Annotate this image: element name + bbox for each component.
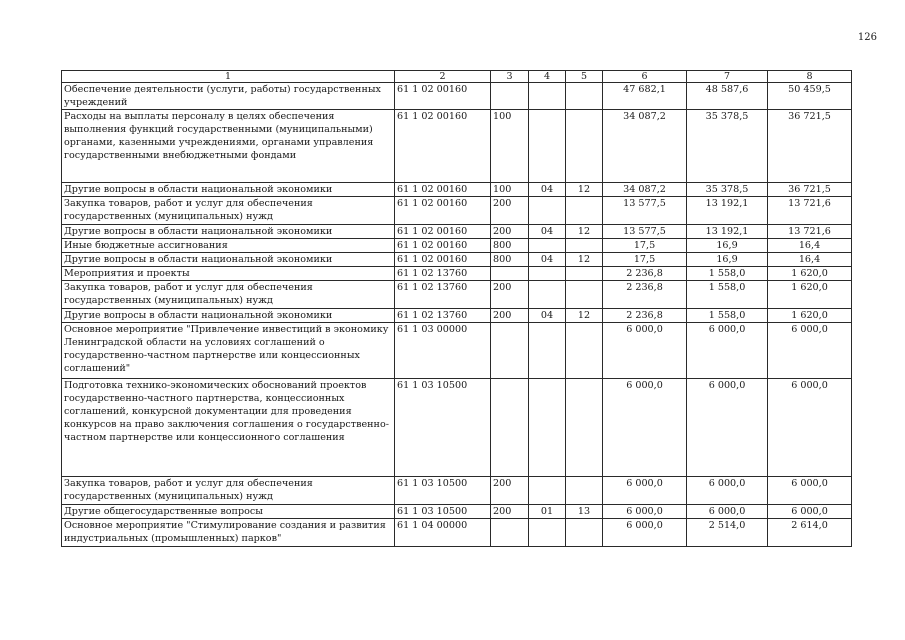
- row-value-cell: 2 236,8: [603, 267, 687, 281]
- row-rz-cell: 04: [529, 225, 566, 239]
- row-value-cell: 2 514,0: [687, 519, 768, 547]
- row-code-cell: 61 1 02 13760: [395, 281, 491, 309]
- row-code-cell: 61 1 03 10500: [395, 477, 491, 505]
- row-name-cell: Другие общегосударственные вопросы: [62, 505, 395, 519]
- header-col-7: 7: [687, 71, 768, 83]
- row-value-cell: 6 000,0: [603, 323, 687, 379]
- row-value-cell: 6 000,0: [687, 477, 768, 505]
- row-name-cell: Другие вопросы в области национальной экономики: [62, 183, 395, 197]
- row-pr-cell: [566, 83, 603, 110]
- row-code-cell: 61 1 02 13760: [395, 267, 491, 281]
- table-row: [62, 309, 852, 323]
- row-name-cell: Другие вопросы в области национальной экономики: [62, 309, 395, 323]
- row-code-cell: 61 1 02 13760: [395, 309, 491, 323]
- row-code-cell: 61 1 02 00160: [395, 225, 491, 239]
- table-row: [62, 253, 852, 267]
- row-value-cell: 1 558,0: [687, 281, 768, 309]
- row-value-cell: 1 620,0: [768, 267, 852, 281]
- row-value-cell: 13 577,5: [603, 225, 687, 239]
- row-value-cell: 13 192,1: [687, 225, 768, 239]
- row-name-cell: Обеспечение деятельности (услуги, работы) государственных учреждений: [62, 83, 395, 110]
- row-name-cell: Закупка товаров, работ и услуг для обеспечения государственных (муниципальных) нужд: [62, 281, 395, 309]
- row-value-cell: 35 378,5: [687, 110, 768, 183]
- row-rz-cell: [529, 110, 566, 183]
- row-vr-cell: 800: [491, 253, 529, 267]
- row-value-cell: 50 459,5: [768, 83, 852, 110]
- row-code-cell: 61 1 02 00160: [395, 83, 491, 110]
- row-rz-cell: [529, 379, 566, 477]
- row-code-cell: 61 1 02 00160: [395, 239, 491, 253]
- row-value-cell: 48 587,6: [687, 83, 768, 110]
- row-value-cell: 1 620,0: [768, 281, 852, 309]
- row-rz-cell: 04: [529, 309, 566, 323]
- row-value-cell: 6 000,0: [768, 323, 852, 379]
- row-rz-cell: [529, 83, 566, 110]
- table-row: [62, 519, 852, 547]
- table-row: [62, 225, 852, 239]
- row-value-cell: 1 558,0: [687, 309, 768, 323]
- row-rz-cell: [529, 267, 566, 281]
- row-pr-cell: 13: [566, 505, 603, 519]
- row-rz-cell: 01: [529, 505, 566, 519]
- row-value-cell: 2 236,8: [603, 281, 687, 309]
- row-rz-cell: [529, 519, 566, 547]
- row-name-cell: Основное мероприятие "Стимулирование создания и развития индустриальных (промышленных) парков": [62, 519, 395, 547]
- row-pr-cell: [566, 323, 603, 379]
- row-rz-cell: [529, 281, 566, 309]
- row-value-cell: 34 087,2: [603, 110, 687, 183]
- row-value-cell: 36 721,5: [768, 110, 852, 183]
- header-col-5: 5: [566, 71, 603, 83]
- row-value-cell: 6 000,0: [603, 519, 687, 547]
- row-value-cell: 17,5: [603, 253, 687, 267]
- row-value-cell: 6 000,0: [768, 477, 852, 505]
- row-pr-cell: [566, 110, 603, 183]
- header-col-4: 4: [529, 71, 566, 83]
- row-value-cell: 6 000,0: [687, 323, 768, 379]
- row-rz-cell: [529, 239, 566, 253]
- row-name-cell: Иные бюджетные ассигнования: [62, 239, 395, 253]
- row-pr-cell: [566, 477, 603, 505]
- row-vr-cell: 200: [491, 309, 529, 323]
- row-rz-cell: 04: [529, 253, 566, 267]
- row-name-cell: Другие вопросы в области национальной экономики: [62, 225, 395, 239]
- table-row: [62, 281, 852, 309]
- row-name-cell: Мероприятия и проекты: [62, 267, 395, 281]
- row-value-cell: 6 000,0: [603, 379, 687, 477]
- row-code-cell: 61 1 02 00160: [395, 253, 491, 267]
- header-col-3: 3: [491, 71, 529, 83]
- row-vr-cell: 100: [491, 183, 529, 197]
- row-value-cell: 34 087,2: [603, 183, 687, 197]
- row-pr-cell: [566, 519, 603, 547]
- page-number: 126: [857, 32, 877, 43]
- row-value-cell: 1 620,0: [768, 309, 852, 323]
- row-pr-cell: [566, 197, 603, 225]
- table-header-row: [62, 71, 852, 83]
- table-row: [62, 477, 852, 505]
- row-code-cell: 61 1 03 10500: [395, 505, 491, 519]
- row-vr-cell: [491, 323, 529, 379]
- row-code-cell: 61 1 02 00160: [395, 197, 491, 225]
- row-code-cell: 61 1 03 10500: [395, 379, 491, 477]
- row-vr-cell: 200: [491, 477, 529, 505]
- row-value-cell: 47 682,1: [603, 83, 687, 110]
- row-code-cell: 61 1 02 00160: [395, 183, 491, 197]
- table-row: [62, 505, 852, 519]
- row-value-cell: 2 236,8: [603, 309, 687, 323]
- row-vr-cell: [491, 83, 529, 110]
- header-col-8: 8: [768, 71, 852, 83]
- row-vr-cell: 800: [491, 239, 529, 253]
- header-col-2: 2: [395, 71, 491, 83]
- row-vr-cell: 200: [491, 225, 529, 239]
- row-pr-cell: [566, 281, 603, 309]
- row-vr-cell: 200: [491, 505, 529, 519]
- row-rz-cell: [529, 477, 566, 505]
- table-row: [62, 83, 852, 110]
- row-pr-cell: [566, 239, 603, 253]
- row-value-cell: 13 721,6: [768, 197, 852, 225]
- row-pr-cell: 12: [566, 225, 603, 239]
- row-vr-cell: [491, 519, 529, 547]
- budget-table: [61, 70, 852, 547]
- row-vr-cell: [491, 379, 529, 477]
- row-value-cell: 16,4: [768, 253, 852, 267]
- row-name-cell: Закупка товаров, работ и услуг для обеспечения государственных (муниципальных) нужд: [62, 477, 395, 505]
- row-name-cell: Закупка товаров, работ и услуг для обеспечения государственных (муниципальных) нужд: [62, 197, 395, 225]
- table-row: [62, 197, 852, 225]
- row-name-cell: Другие вопросы в области национальной экономики: [62, 253, 395, 267]
- table-row: [62, 379, 852, 477]
- row-name-cell: Подготовка технико-экономических обоснований проектов государственно-частного партнерства, концессионных соглашений, конкурсной документации для проведения конкурсов на право заключения соглашения о государственно-частном партнерстве или концессионного соглашения: [62, 379, 395, 477]
- row-value-cell: 6 000,0: [603, 477, 687, 505]
- row-rz-cell: 04: [529, 183, 566, 197]
- row-value-cell: 6 000,0: [768, 505, 852, 519]
- row-code-cell: 61 1 04 00000: [395, 519, 491, 547]
- row-value-cell: 6 000,0: [603, 505, 687, 519]
- row-value-cell: 6 000,0: [768, 379, 852, 477]
- row-pr-cell: 12: [566, 183, 603, 197]
- row-name-cell: Расходы на выплаты персоналу в целях обеспечения выполнения функций государственными (муниципальными) органами, казенными учреждениями, органами управления государственными внебюджетными фондами: [62, 110, 395, 183]
- row-value-cell: 13 577,5: [603, 197, 687, 225]
- row-value-cell: 13 192,1: [687, 197, 768, 225]
- row-value-cell: 6 000,0: [687, 505, 768, 519]
- row-value-cell: 13 721,6: [768, 225, 852, 239]
- row-rz-cell: [529, 323, 566, 379]
- row-pr-cell: [566, 267, 603, 281]
- table-row: [62, 183, 852, 197]
- table-row: [62, 267, 852, 281]
- row-vr-cell: [491, 267, 529, 281]
- row-value-cell: 16,4: [768, 239, 852, 253]
- row-value-cell: 36 721,5: [768, 183, 852, 197]
- row-vr-cell: 200: [491, 197, 529, 225]
- row-value-cell: 6 000,0: [687, 379, 768, 477]
- row-code-cell: 61 1 02 00160: [395, 110, 491, 183]
- row-name-cell: Основное мероприятие "Привлечение инвестиций в экономику Ленинградской области на условиях соглашений о государственно-частном партнерстве или концессионных соглашений": [62, 323, 395, 379]
- row-vr-cell: 200: [491, 281, 529, 309]
- row-pr-cell: 12: [566, 253, 603, 267]
- row-value-cell: 16,9: [687, 253, 768, 267]
- header-col-6: 6: [603, 71, 687, 83]
- table-row: [62, 239, 852, 253]
- table-row: [62, 323, 852, 379]
- row-value-cell: 16,9: [687, 239, 768, 253]
- row-pr-cell: 12: [566, 309, 603, 323]
- row-value-cell: 17,5: [603, 239, 687, 253]
- row-pr-cell: [566, 379, 603, 477]
- header-col-1: 1: [62, 71, 395, 83]
- row-value-cell: 2 614,0: [768, 519, 852, 547]
- row-value-cell: 1 558,0: [687, 267, 768, 281]
- row-code-cell: 61 1 03 00000: [395, 323, 491, 379]
- table-row: [62, 110, 852, 183]
- row-value-cell: 35 378,5: [687, 183, 768, 197]
- row-rz-cell: [529, 197, 566, 225]
- row-vr-cell: 100: [491, 110, 529, 183]
